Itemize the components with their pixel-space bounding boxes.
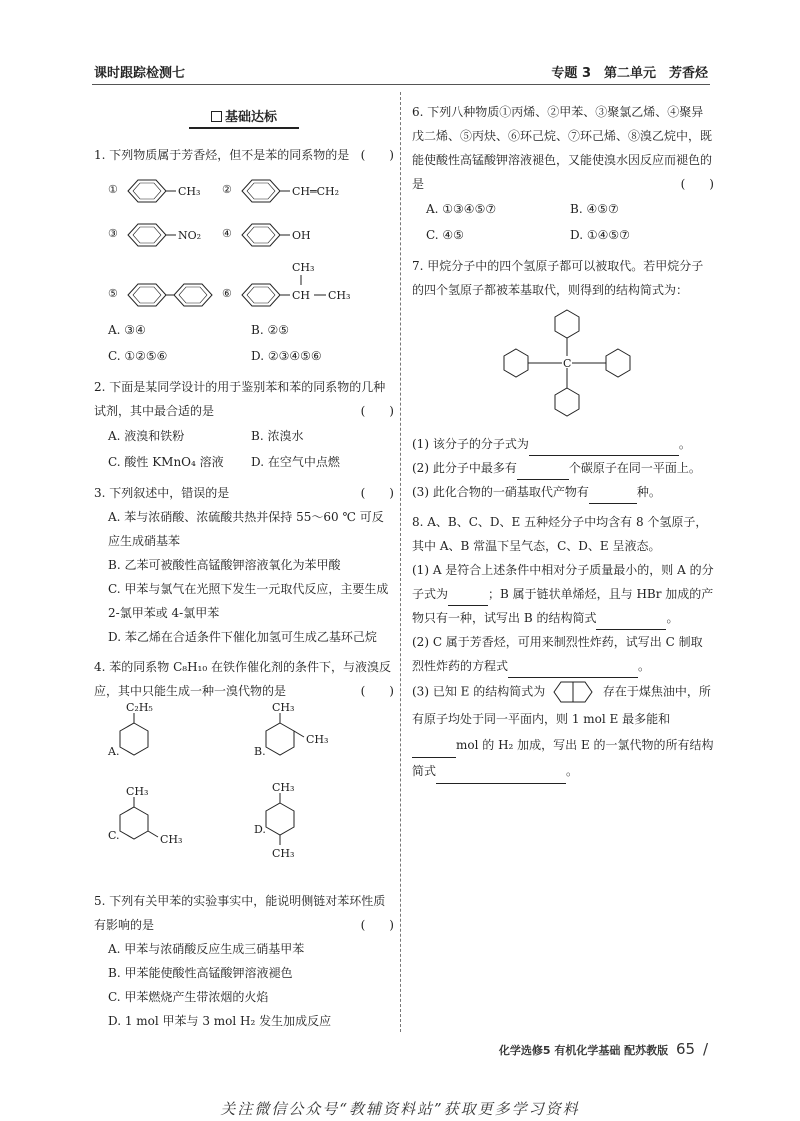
right-column [412,100,714,784]
q2-option-a[interactable]: A. 液溴和铁粉 [108,429,185,443]
q4-bond-c2 [148,831,158,837]
q2-option-d[interactable]: D. 在空气中点燃 [251,455,340,469]
biphenyl-ring-a-inner [133,287,161,303]
q4-structures [94,703,394,883]
q7-ring-top [555,310,579,338]
q4-bond-b2 [294,731,304,737]
q7-tetraphenylmethane [412,302,712,432]
q2-option-c[interactable]: C. 酸性 KMnO₄ 溶液 [108,455,224,469]
q5-stem: 5. 下列有关甲苯的实验事实中，能说明侧链对苯环性质有影响的是 [94,894,386,932]
footer-slash: / [702,1040,708,1058]
q8-blank-1a[interactable] [448,589,488,606]
q1-structures [94,167,394,317]
q1-label-4: ④ [222,227,232,240]
q7-sub2: (2) 此分子中最多有 个碳原子在同一平面上。 [412,456,714,480]
q7-sub3: (3) 此化合物的一硝基取代产物有 种。 [412,480,714,504]
q7-blank-3[interactable] [589,487,637,504]
q7-center-atom: C [563,357,572,370]
q1-option-d[interactable]: D. ②③④⑤⑥ [251,349,322,363]
q4-ring-a [120,723,148,755]
q1-option-b[interactable]: B. ②⑤ [251,323,289,337]
q1-sub-6c: CH₃ [328,289,351,302]
q3-option-b[interactable]: B. 乙苯可被酸性高锰酸钾溶液氧化为苯甲酸 [108,558,341,572]
q4-label-b: B. [254,745,266,758]
q3-stem: 3. 下列叙述中，错误的是 [94,486,230,500]
question-1 [94,143,394,369]
q1-sub-6a: CH₃ [292,261,315,274]
naphthalene-structure [549,678,599,706]
q1-answer-paren: ( ) [360,148,394,162]
q3-answer-paren: ( ) [360,486,394,500]
header-left: 课时跟踪检测七 [94,66,186,81]
q4-ring-b [266,723,294,755]
q4-ring-d [266,803,294,835]
q8-sub2: (2) C 属于芳香烃，可用来制烈性炸药，试写出 C 制取烈性炸药的方程式 。 [412,630,714,678]
header-right: 专题 3 第二单元 芳香烃 [551,66,708,81]
q7-sub1: (1) 该分子的分子式为 。 [412,432,714,456]
q4-group-c1: CH₃ [126,785,149,798]
q1-sub-3: NO₂ [178,229,202,242]
left-column [94,100,394,1033]
benzene-ring-1-inner [133,183,161,199]
q8-blank-2[interactable] [508,661,638,678]
q4-group-b2: CH₃ [306,733,329,746]
q4-group-a: C₂H₅ [126,703,153,714]
q7-blank-1[interactable] [529,439,679,456]
q4-answer-paren: ( ) [360,684,394,698]
q4-group-b1: CH₃ [272,703,295,714]
q4-label-d: D. [254,823,266,836]
q3-option-c[interactable]: C. 甲苯与氯气在光照下发生一元取代反应，主要生成 2-氯甲苯或 4-氯甲苯 [108,582,389,620]
q8-blank-3b[interactable] [436,767,566,784]
footer [499,1040,708,1058]
question-3 [94,481,394,649]
footer-book: 化学选修5 有机化学基础 配苏教版 [498,1044,669,1057]
q8-sub3: (3) 已知 E 的结构简式为 存在于煤焦油中，所有原子均处于同一平面内，则 1 mol E 最多能和mol 的 H₂ 加成，写出 E 的一氯代物的所有结构简式 。 [412,678,714,784]
q8-blank-3a[interactable] [412,741,456,758]
benzene-ring-4-inner [247,227,275,243]
q7-ring-right [606,349,630,377]
q6-answer-paren: ( ) [680,177,714,191]
q4-ring-c [120,807,148,839]
question-5 [94,889,394,1033]
q1-option-a[interactable]: A. ③④ [108,323,146,337]
q3-option-a[interactable]: A. 苯与浓硝酸、浓硫酸共热并保持 55～60 ℃ 可反应生成硝基苯 [108,510,384,548]
question-4 [94,655,394,883]
q1-sub-2: CH═CH₂ [292,185,340,198]
page-number: 65 [676,1040,696,1058]
q2-stem: 2. 下面是某同学设计的用于鉴别苯和苯的同系物的几种试剂，其中最合适的是 [94,380,386,418]
q1-sub-4: OH [292,229,311,242]
q6-option-b[interactable]: B. ④⑤⑦ [570,202,619,216]
benzene-ring-2-inner [247,183,275,199]
q8-stem: 8. A、B、C、D、E 五种烃分子中均含有 8 个氢原子，其中 A、B 常温下呈气态，C、D、E 呈液态。 [412,515,708,553]
question-2 [94,375,394,475]
q1-label-3: ③ [108,227,118,240]
q3-option-d[interactable]: D. 苯乙烯在合适条件下催化加氢可生成乙基环己烷 [108,630,377,644]
q5-option-b[interactable]: B. 甲苯能使酸性高锰酸钾溶液褪色 [108,966,293,980]
header-rule [92,84,710,85]
q7-blank-2[interactable] [517,463,569,480]
q4-group-d1: CH₃ [272,781,295,794]
q7-ring-left [504,349,528,377]
q6-option-d[interactable]: D. ①④⑤⑦ [570,228,630,242]
q1-sub-1: CH₃ [178,185,201,198]
benzene-ring-1 [128,180,166,202]
q5-option-a[interactable]: A. 甲苯与浓硝酸反应生成三硝基甲苯 [108,942,305,956]
benzene-ring-2 [242,180,280,202]
q6-option-c[interactable]: C. ④⑤ [426,228,464,242]
question-8 [412,510,714,784]
q1-label-6: ⑥ [222,287,232,300]
q4-group-d2: CH₃ [272,847,295,860]
column-divider [400,92,401,1032]
section-title: 基础达标 [189,106,299,129]
q7-stem: 7. 甲烷分子中的四个氢原子都可以被取代。若甲烷分子的四个氢原子都被苯基取代，则得到的结构简式为： [412,259,704,297]
benzene-ring-6-inner [247,287,275,303]
biphenyl-ring-b-inner [179,287,207,303]
q4-label-a: A. [108,745,120,758]
q1-stem: 1. 下列物质属于芳香烃，但不是苯的同系物的是 [94,148,350,162]
section-icon [211,111,222,122]
q4-stem: 4. 苯的同系物 C₈H₁₀ 在铁作催化剂的条件下，与液溴反应，其中只能生成一种一溴代物的是 [94,660,391,698]
q8-sub1: (1) A 是符合上述条件中相对分子质量最小的，则 A 的分子式为 ；B 属于链状单烯烃，且与 HBr 加成的产物只有一种，试写出 B 的结构简式 。 [412,558,714,630]
q5-option-c[interactable]: C. 甲苯燃烧产生带浓烟的火焰 [108,990,269,1004]
q2-answer-paren: ( ) [360,404,394,418]
q8-blank-1b[interactable] [596,613,666,630]
q1-label-5: ⑤ [108,287,118,300]
question-7 [412,254,714,504]
q5-option-d[interactable]: D. 1 mol 甲苯与 3 mol H₂ 发生加成反应 [108,1014,332,1028]
benzene-ring-3-inner [133,227,161,243]
watermark: 关注微信公众号“教辅资料站”获取更多学习资料 [220,1100,580,1118]
q4-group-c2: CH₃ [160,833,183,846]
question-6 [412,100,714,248]
q4-label-c: C. [108,829,120,842]
q1-label-2: ② [222,183,232,196]
q1-option-c[interactable]: C. ①②⑤⑥ [108,349,168,363]
q1-label-1: ① [108,183,118,196]
q6-option-a[interactable]: A. ①③④⑤⑦ [426,202,497,216]
q6-stem: 6. 下列八种物质①丙烯、②甲苯、③聚氯乙烯、④聚异戊二烯、⑤丙炔、⑥环己烷、⑦环己烯、⑧溴乙烷中，既能使酸性高锰酸钾溶液褪色，又能使溴水因反应而褪色的是 [412,105,713,191]
q1-sub-6b: CH [292,289,311,302]
q7-ring-bottom [555,388,579,416]
q5-answer-paren: ( ) [360,918,394,932]
q2-option-b[interactable]: B. 浓溴水 [251,429,304,443]
